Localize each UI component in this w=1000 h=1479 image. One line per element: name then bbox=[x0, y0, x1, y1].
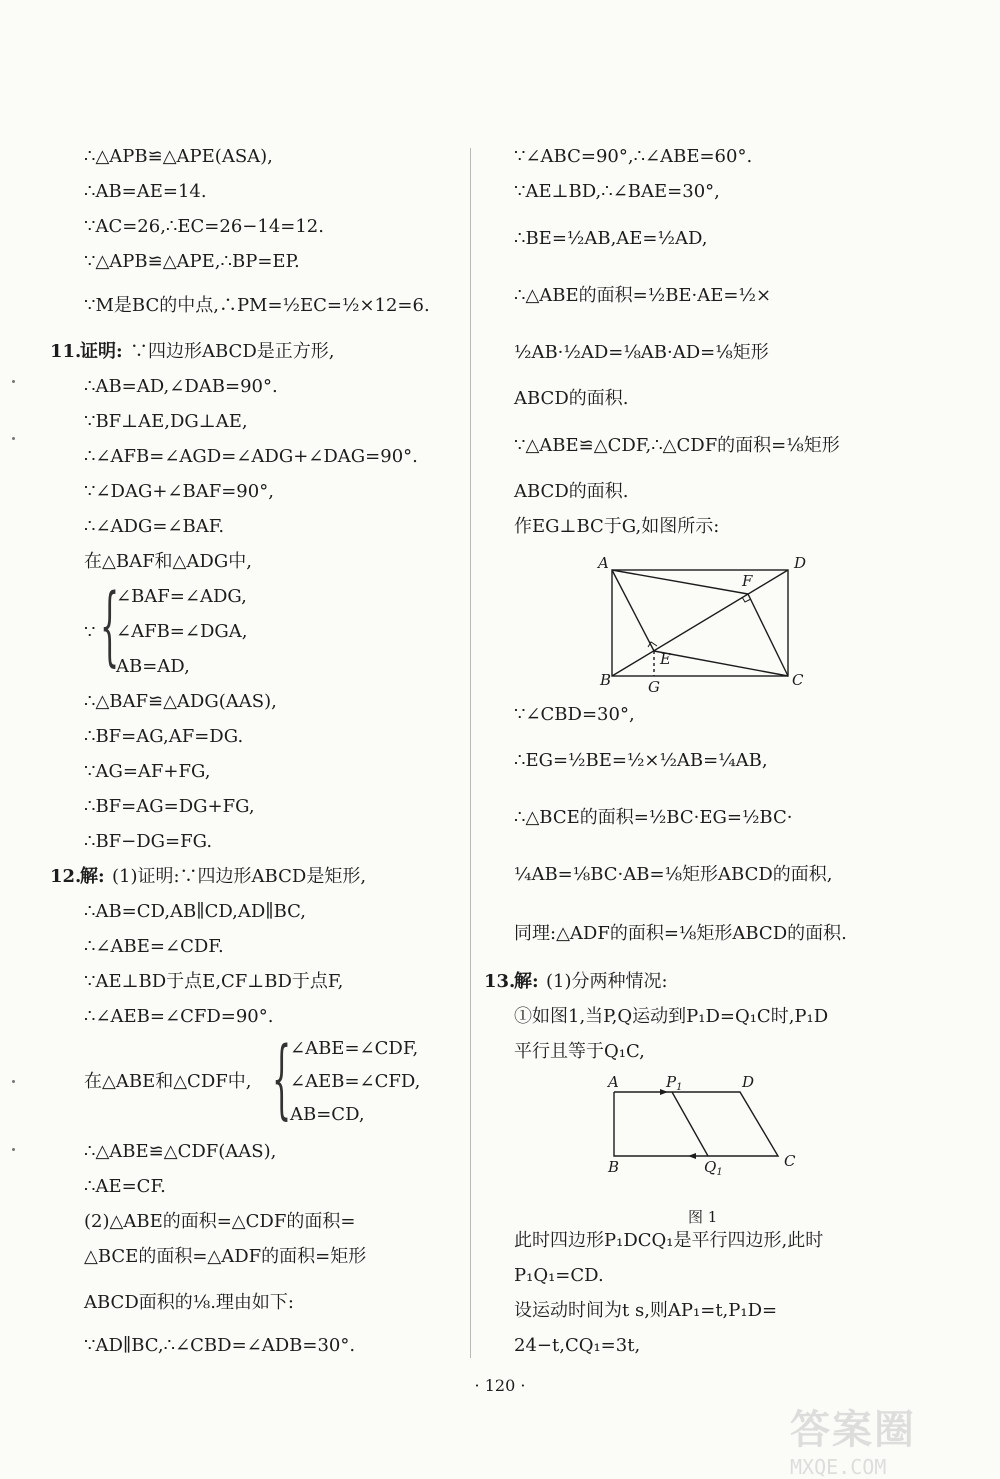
system-line: AB=CD, bbox=[290, 1104, 365, 1125]
text-line: ∵AD∥BC,∴∠CBD=∠ADB=30°. bbox=[84, 1335, 356, 1356]
text-line: ABCD的面积. bbox=[514, 481, 629, 502]
label-q1: $Q_1$ bbox=[704, 1158, 723, 1178]
text-line: △BCE的面积=△ADF的面积=矩形 bbox=[84, 1246, 367, 1267]
left-brace: { bbox=[100, 576, 120, 676]
text-line: 设运动时间为t s,则AP₁=t,P₁D= bbox=[514, 1300, 778, 1321]
label-c: C bbox=[784, 1152, 796, 1170]
text-line: ∴BF−DG=FG. bbox=[84, 831, 213, 852]
label-b: B bbox=[600, 671, 612, 689]
watermark-top: 答案圈 bbox=[790, 1407, 916, 1453]
system-line: ∠AEB=∠CFD, bbox=[290, 1071, 421, 1092]
question-number: 13. bbox=[484, 971, 516, 992]
segment-fc bbox=[748, 594, 788, 676]
system-line: ∠ABE=∠CDF, bbox=[290, 1038, 419, 1059]
segment-af bbox=[612, 570, 748, 594]
label-c: C bbox=[792, 671, 804, 689]
question-head: 解: bbox=[514, 971, 539, 992]
text-line: ABCD的面积. bbox=[514, 388, 629, 409]
text-line: ∵四边形ABCD是正方形, bbox=[130, 341, 335, 362]
system-line: ∠BAF=∠ADG, bbox=[116, 586, 247, 607]
margin-dot bbox=[12, 437, 15, 440]
text-line: 同理:△ADF的面积=⅛矩形ABCD的面积. bbox=[514, 923, 847, 944]
text-line: (1)证明:∵四边形ABCD是矩形, bbox=[112, 866, 367, 887]
watermark bbox=[790, 1398, 1000, 1479]
text-line: ∴△ABE的面积=½BE·AE=½× bbox=[514, 285, 772, 306]
figure-1 bbox=[600, 1070, 810, 1185]
text-line: (2)△ABE的面积=△CDF的面积= bbox=[84, 1211, 356, 1232]
text-line: ∵M是BC的中点,∴PM=½EC=½×12=6. bbox=[84, 295, 430, 316]
text-line: (1)分两种情况: bbox=[546, 971, 668, 992]
text-line: ∴∠ADG=∠BAF. bbox=[84, 516, 225, 537]
question-number: 11. bbox=[50, 341, 82, 362]
text-line: ∴△BCE的面积=½BC·EG=½BC· bbox=[514, 807, 793, 828]
text-line: ∴△APB≌△APE(ASA), bbox=[84, 146, 273, 167]
text-line: 在△BAF和△ADG中, bbox=[84, 551, 252, 572]
watermark-bottom: MXQE.COM bbox=[790, 1455, 887, 1479]
label-f: F bbox=[742, 572, 753, 590]
label-p1: $P_1$ bbox=[666, 1073, 683, 1093]
text-line: ∴∠AEB=∠CFD=90°. bbox=[84, 1006, 274, 1027]
text-line: ∴AB=CD,AB∥CD,AD∥BC, bbox=[84, 901, 307, 922]
segment-ec bbox=[654, 651, 788, 676]
label-e: E bbox=[660, 650, 671, 668]
text-line: ABCD面积的⅛.理由如下: bbox=[84, 1292, 294, 1313]
text-line: ∵∠ABC=90°,∴∠ABE=60°. bbox=[514, 146, 753, 167]
text-line: ∵AE⊥BD于点E,CF⊥BD于点F, bbox=[84, 971, 344, 992]
text-line: ①如图1,当P,Q运动到P₁D=Q₁C时,P₁D bbox=[514, 1006, 829, 1027]
text-line: ∵AG=AF+FG, bbox=[84, 761, 211, 782]
text-line: ∴△BAF≌△ADG(AAS), bbox=[84, 691, 277, 712]
text-line: ∴BE=½AB,AE=½AD, bbox=[514, 228, 708, 249]
text-line: ∴AE=CF. bbox=[84, 1176, 166, 1197]
text-line: ∴BF=AG,AF=DG. bbox=[84, 726, 244, 747]
rectangle-figure bbox=[590, 550, 820, 700]
left-brace: { bbox=[272, 1029, 292, 1129]
label-d: D bbox=[794, 554, 807, 572]
text-line: ∵△ABE≌△CDF,∴△CDF的面积=⅛矩形 bbox=[514, 435, 840, 456]
label-g: G bbox=[648, 678, 660, 696]
because-symbol: ∵ bbox=[84, 622, 96, 643]
text-line: ∵△APB≌△APE,∴BP=EP. bbox=[84, 251, 300, 272]
text-line: 在△ABE和△CDF中, bbox=[84, 1071, 252, 1092]
system-line: ∠AFB=∠DGA, bbox=[116, 621, 248, 642]
text-line: ∴BF=AG=DG+FG, bbox=[84, 796, 255, 817]
text-line: ∵∠CBD=30°, bbox=[514, 704, 635, 725]
question-number: 12. bbox=[50, 866, 82, 887]
margin-dot bbox=[12, 380, 15, 383]
text-line: ¼AB=⅛BC·AB=⅛矩形ABCD的面积, bbox=[514, 864, 833, 885]
text-line: ∴△ABE≌△CDF(AAS), bbox=[84, 1141, 277, 1162]
quadrilateral-abcd bbox=[614, 1092, 778, 1156]
figure-caption: 图 1 bbox=[688, 1208, 718, 1226]
text-line: ∴EG=½BE=½×½AB=¼AB, bbox=[514, 750, 768, 771]
margin-dot bbox=[12, 1080, 15, 1083]
text-line: 此时四边形P₁DCQ₁是平行四边形,此时 bbox=[514, 1230, 824, 1251]
label-a: A bbox=[608, 1073, 619, 1091]
text-line: ∴∠AFB=∠AGD=∠ADG+∠DAG=90°. bbox=[84, 446, 418, 467]
text-line: ∴AB=AD,∠DAB=90°. bbox=[84, 376, 278, 397]
segment-p1q1 bbox=[672, 1092, 708, 1156]
text-line: ∵∠DAG+∠BAF=90°, bbox=[84, 481, 274, 502]
text-line: 平行且等于Q₁C, bbox=[514, 1041, 645, 1062]
text-line: ∵BF⊥AE,DG⊥AE, bbox=[84, 411, 248, 432]
text-line: 作EG⊥BC于G,如图所示: bbox=[514, 516, 720, 537]
margin-dot bbox=[12, 1148, 15, 1151]
text-line: ∵AC=26,∴EC=26−14=12. bbox=[84, 216, 324, 237]
question-head: 证明: bbox=[80, 341, 123, 362]
arrow-left-icon bbox=[688, 1153, 696, 1159]
segment-ae bbox=[612, 570, 654, 651]
label-d: D bbox=[742, 1073, 755, 1091]
text-line: ∵AE⊥BD,∴∠BAE=30°, bbox=[514, 181, 720, 202]
text-line: P₁Q₁=CD. bbox=[514, 1265, 604, 1286]
text-line: ∴∠ABE=∠CDF. bbox=[84, 936, 224, 957]
label-a: A bbox=[598, 554, 609, 572]
divider bbox=[470, 148, 471, 1358]
question-head: 解: bbox=[80, 866, 105, 887]
page-number: · 120 · bbox=[474, 1376, 526, 1395]
text-line: ½AB·½AD=⅛AB·AD=⅛矩形 bbox=[514, 342, 769, 363]
system-line: AB=AD, bbox=[116, 656, 190, 677]
label-b: B bbox=[608, 1158, 620, 1176]
text-line: 24−t,CQ₁=3t, bbox=[514, 1335, 641, 1356]
text-line: ∴AB=AE=14. bbox=[84, 181, 207, 202]
